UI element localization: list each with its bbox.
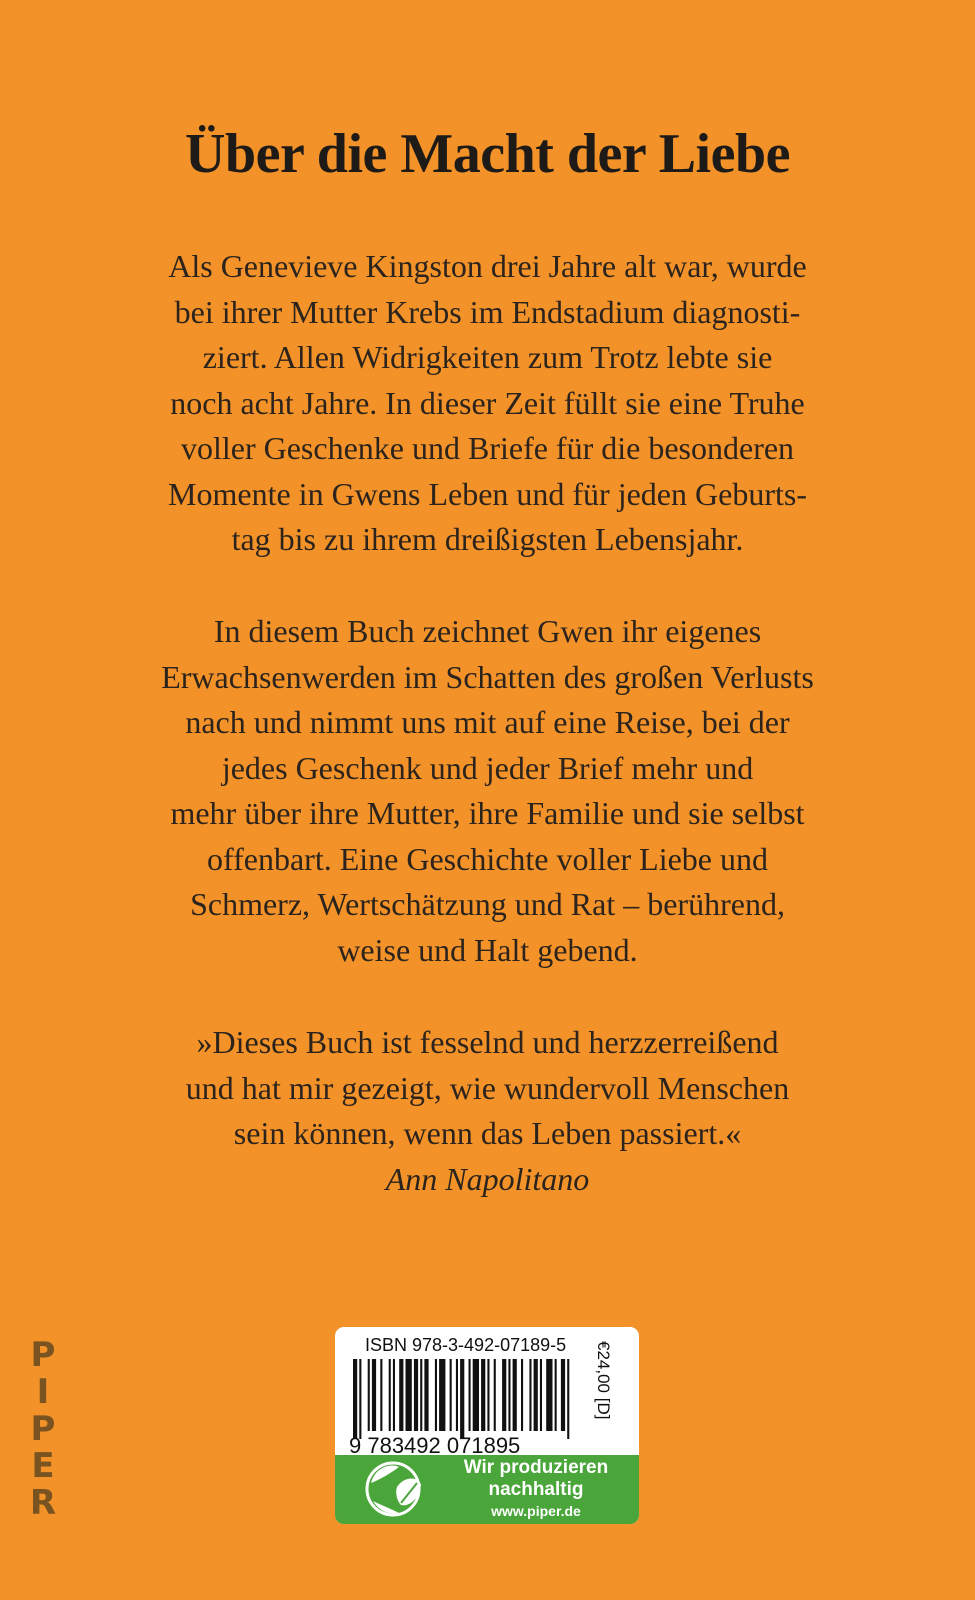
barcode-bar <box>420 1359 422 1431</box>
barcode-bar <box>469 1359 471 1431</box>
barcode-icon <box>349 1359 581 1455</box>
barcode-bar <box>546 1359 552 1431</box>
text-line: Als Genevieve Kingston drei Jahre alt war, wurde <box>168 248 807 284</box>
text-line: Schmerz, Wertschätzung und Rat – berührend, <box>190 886 785 922</box>
quote-line: »Dieses Buch ist fesselnd und herzzerreißend <box>196 1024 779 1060</box>
barcode-bar <box>513 1359 517 1431</box>
barcode-bar <box>540 1359 542 1431</box>
text-line: ziert. Allen Widrigkeiten zum Trotz lebte sie <box>202 339 773 375</box>
eco-line-2: nachhaltig <box>488 1479 584 1500</box>
barcode-bar <box>481 1359 485 1431</box>
barcode-label <box>335 1327 639 1524</box>
text-line: voller Geschenke und Briefe für die besonderen <box>180 430 795 466</box>
barcode-bar <box>399 1359 403 1431</box>
text-line: weise und Halt gebend. <box>337 931 638 968</box>
isbn-text: ISBN 978-3-492-07189-5 <box>365 1335 567 1355</box>
barcode-bar <box>389 1359 391 1431</box>
text-line: bei ihrer Mutter Krebs im Endstadium diagnosti- <box>174 293 801 330</box>
eco-text <box>439 1457 633 1521</box>
text-line: offenbart. Eine Geschichte voller Liebe und <box>207 840 768 877</box>
blurb-paragraph-2 <box>100 609 875 973</box>
text-line: jedes Geschenk und jeder Brief mehr und <box>221 749 754 786</box>
text-line: In diesem Buch zeichnet Gwen ihr eigenes <box>213 613 762 649</box>
barcode-bar <box>393 1359 395 1431</box>
barcode-bar <box>561 1359 565 1431</box>
barcode-bar <box>368 1359 370 1431</box>
publisher-logo: PIPER <box>23 1335 63 1520</box>
barcode-digits: 9 783492 071895 <box>349 1433 521 1455</box>
quote-author: Ann Napolitano <box>385 1160 590 1197</box>
barcode-bar <box>534 1359 538 1431</box>
text-line: mehr über ihre Mutter, ihre Familie und sie selbst <box>170 795 805 831</box>
text-line: noch acht Jahre. In dieser Zeit füllt sie eine Truhe <box>170 384 805 421</box>
barcode-bar <box>529 1359 531 1431</box>
quote-line: sein können, wenn das Leben passiert.« <box>233 1115 742 1151</box>
text-line: Erwachsenwerden im Schatten des großen Verlusts <box>161 658 814 695</box>
barcode-bar <box>435 1359 437 1431</box>
barcode-bar <box>521 1359 523 1431</box>
barcode-bar <box>494 1359 496 1431</box>
text-line: Momente in Gwens Leben und für jeden Geburts- <box>168 475 807 512</box>
barcode-bar <box>456 1359 458 1431</box>
book-title: Über die Macht der Liebe <box>185 123 790 185</box>
barcode-bar <box>353 1359 357 1439</box>
barcode-bar <box>406 1359 412 1431</box>
barcode-bar <box>380 1359 382 1431</box>
barcode-bar <box>555 1359 557 1431</box>
blurb-paragraph-1 <box>100 244 875 563</box>
text-line: tag bis zu ihrem dreißigsten Lebensjahr. <box>231 521 744 557</box>
barcode-bar <box>359 1359 361 1439</box>
recycle-leaf-icon <box>361 1457 427 1521</box>
eco-badge <box>335 1455 639 1524</box>
review-quote <box>100 1020 875 1202</box>
barcode-bar <box>473 1359 479 1431</box>
price-label: €24,00 [D] <box>594 1341 613 1420</box>
barcode-bar <box>508 1359 510 1431</box>
barcode-bar <box>414 1359 418 1431</box>
barcode-bar <box>372 1359 376 1431</box>
barcode-bar <box>439 1359 445 1431</box>
barcode-bar <box>502 1359 506 1431</box>
barcode-bar <box>567 1359 569 1439</box>
eco-line-1: Wir produzieren <box>463 1457 609 1478</box>
text-line: nach und nimmt uns mit auf eine Reise, bei der <box>185 704 790 740</box>
barcode-bar <box>424 1359 428 1431</box>
barcode-bar <box>450 1359 452 1431</box>
quote-line: und hat mir gezeigt, wie wundervoll Menschen <box>185 1069 790 1106</box>
barcode-bar <box>460 1359 464 1439</box>
barcode-bar <box>487 1359 489 1431</box>
eco-url: www.piper.de <box>491 1503 581 1519</box>
